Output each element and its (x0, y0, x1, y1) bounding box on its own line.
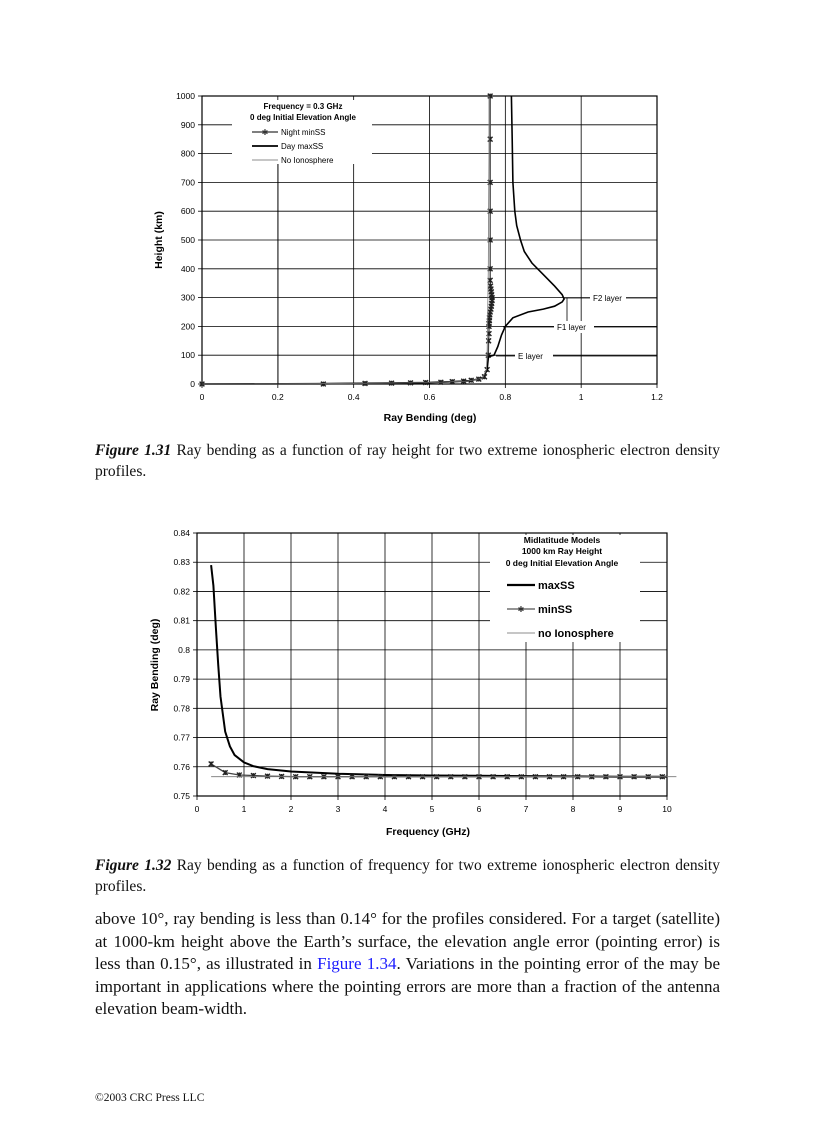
caption-label: Figure 1.32 (95, 857, 172, 874)
chart-subtitle: 1000 km Ray Height (521, 546, 603, 556)
body-text-before: above 10°, ray bending is less than 0.14° for the profiles considered. For a target (satellite) at 1000-km height above the Earth’s surface, the elevation angle error (pointing error) is less than 0.15°, as illustrated in (95, 909, 720, 973)
x-tick-label: 0.6 (423, 392, 436, 402)
y-tick-label: 0.81 (173, 615, 190, 626)
data-point-minss (209, 761, 214, 766)
legend-label: no Ionosphere (538, 628, 614, 640)
y-tick-label: 600 (180, 206, 195, 217)
x-tick-label: 0 (199, 392, 205, 402)
y-axis-label: Ray Bending (deg) (149, 618, 161, 712)
y-tick-label: 800 (180, 148, 195, 159)
y-tick-label: 0.78 (173, 703, 190, 714)
y-tick-label: 400 (180, 263, 195, 274)
y-tick-label: 0.76 (173, 761, 190, 772)
y-tick-label: 0.84 (173, 528, 190, 538)
y-tick-label: 1000 (176, 91, 195, 101)
annotation-f1-layer: F1 layer (557, 323, 586, 332)
legend-label: maxSS (538, 580, 575, 592)
legend-label: Day maxSS (281, 142, 324, 151)
y-tick-label: 0 (190, 379, 195, 389)
caption-label: Figure 1.31 (95, 442, 172, 459)
y-tick-label: 700 (180, 177, 195, 188)
figure-link[interactable]: Figure 1.34 (317, 954, 397, 973)
x-tick-label: 8 (570, 804, 576, 814)
x-axis-label: Frequency (GHz) (385, 826, 471, 838)
x-axis-label: Ray Bending (deg) (383, 412, 477, 424)
x-tick-label: 3 (335, 804, 341, 814)
x-tick-label: 2 (288, 804, 294, 814)
y-tick-label: 200 (180, 321, 195, 332)
y-axis-label: Height (km) (153, 211, 165, 269)
y-tick-label: 900 (180, 119, 195, 130)
x-tick-label: 1 (578, 392, 584, 402)
copyright-footer: ©2003 CRC Press LLC (95, 1092, 205, 1104)
x-tick-label: 0 (194, 804, 200, 814)
x-tick-label: 1 (241, 804, 247, 814)
svg-text:✱: ✱ (261, 128, 269, 137)
x-tick-label: 0.8 (499, 392, 512, 402)
x-tick-label: 7 (523, 804, 529, 814)
y-tick-label: 0.8 (178, 644, 190, 655)
legend-label: Night minSS (281, 128, 326, 137)
legend-label: minSS (538, 604, 573, 616)
y-tick-label: 0.82 (173, 586, 190, 597)
annotation-f2-layer: F2 layer (593, 294, 622, 303)
x-tick-label: 0.4 (347, 392, 360, 402)
x-tick-label: 6 (476, 804, 482, 814)
figure-caption-1-32 (95, 855, 720, 897)
x-tick-label: 9 (617, 804, 623, 814)
svg-text:✱: ✱ (517, 605, 525, 614)
chart-title: Frequency = 0.3 GHz (263, 102, 343, 111)
y-tick-label: 100 (180, 350, 195, 361)
chart-subtitle-2: 0 deg Initial Elevation Angle (505, 558, 619, 568)
chart-title: Midlatitude Models (523, 535, 601, 545)
x-tick-label: 4 (382, 804, 388, 814)
legend-label: No Ionosphere (281, 156, 334, 165)
body-text-after: . Variations in the pointing error of the may be important in applications where the pointing errors are more than a fraction of the antenna elevation beam-width. (95, 954, 721, 1018)
y-tick-label: 0.77 (173, 732, 190, 743)
y-tick-label: 300 (180, 292, 195, 303)
caption-text: Ray bending as a function of frequency for two extreme ionospheric electron density profiles. (95, 857, 720, 895)
y-tick-label: 0.79 (173, 674, 190, 685)
caption-text: Ray bending as a function of ray height for two extreme ionospheric electron density profiles. (95, 442, 720, 480)
x-tick-label: 10 (662, 804, 672, 814)
x-tick-label: 0.2 (271, 392, 284, 402)
y-tick-label: 0.83 (173, 557, 190, 568)
y-tick-label: 0.75 (173, 791, 190, 801)
x-tick-label: 5 (429, 804, 435, 814)
annotation-e-layer: E layer (518, 352, 543, 361)
body-paragraph (95, 908, 720, 1021)
chart-subtitle: 0 deg Initial Elevation Angle (250, 113, 356, 122)
y-tick-label: 500 (180, 235, 195, 245)
x-tick-label: 1.2 (651, 392, 663, 402)
